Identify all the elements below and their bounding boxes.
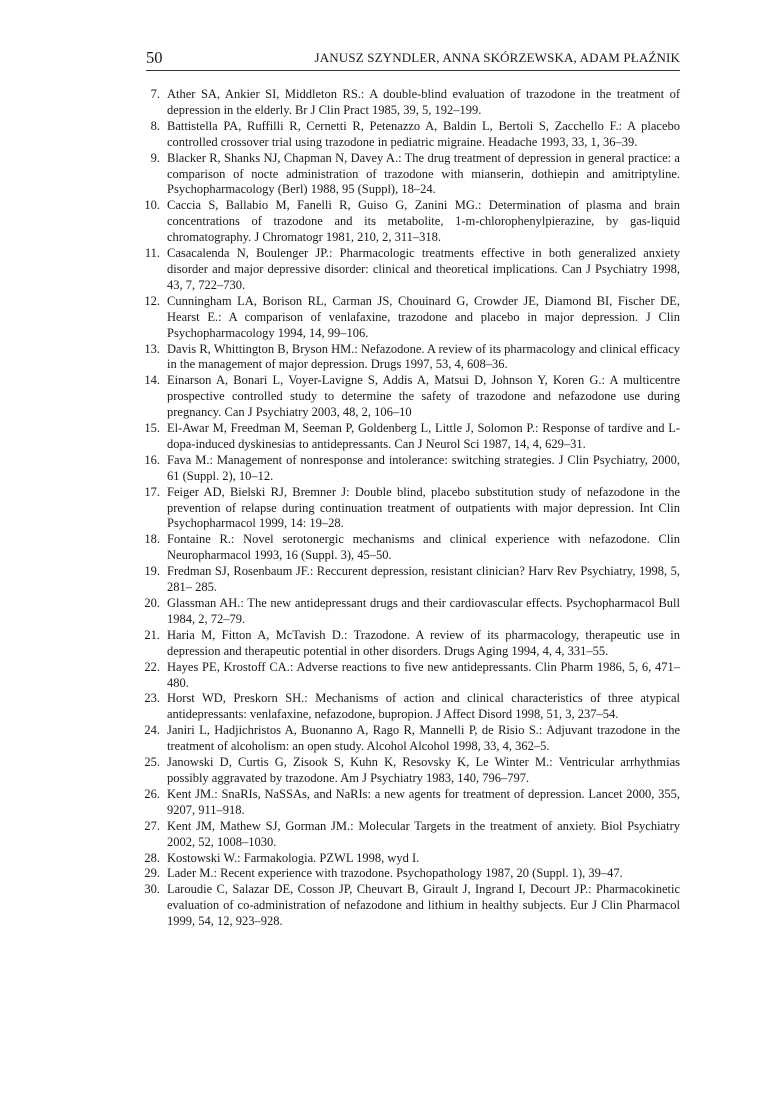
reference-item xyxy=(132,87,680,119)
reference-number: 11. xyxy=(144,246,160,261)
reference-number: 17. xyxy=(144,484,160,499)
reference-number: 16. xyxy=(144,452,160,467)
reference-text: Kent JM, Mathew SJ, Gorman JM.: Molecular Targets in the treatment of anxiety. Biol Psychiatry 2002, 52, 1008–1030. xyxy=(167,818,680,849)
reference-number: 23. xyxy=(144,691,160,706)
reference-text: Casacalenda N, Boulenger JP.: Pharmacologic treatments effective in both generalized anxiety disorder and major depressive disorder: clinical and theoretical implications. Can J Psychiatry 1998, 43, 7, 722–730. xyxy=(167,246,680,292)
reference-text: Hayes PE, Krostoff CA.: Adverse reactions to five new antidepressants. Clin Pharm 1986, 5, 6, 471–480. xyxy=(167,659,680,690)
reference-number: 9. xyxy=(150,150,160,165)
reference-number: 15. xyxy=(144,421,160,436)
reference-item xyxy=(132,787,680,819)
reference-item xyxy=(132,119,680,151)
reference-number: 12. xyxy=(144,293,160,308)
reference-text: Fava M.: Management of nonresponse and intolerance: switching strategies. J Clin Psychiatry, 2000, 61 (Suppl. 2), 10–12. xyxy=(167,452,680,483)
reference-number: 30. xyxy=(144,882,160,897)
reference-number: 27. xyxy=(144,818,160,833)
reference-text: Davis R, Whittington B, Bryson HM.: Nefazodone. A review of its pharmacology and clinical efficacy in the management of major depression. Drugs 1997, 53, 4, 608–36. xyxy=(167,341,680,372)
reference-number: 13. xyxy=(144,341,160,356)
reference-item xyxy=(132,882,680,930)
reference-text: Caccia S, Ballabio M, Fanelli R, Guiso G, Zanini MG.: Determination of plasma and brain concentrations of trazodone and its metabolite, 1-m-chlorophenylpierazine, by gas-liquid chromatography. J Chromatogr 1981, 210, 2, 311–318. xyxy=(167,198,680,245)
reference-item xyxy=(132,691,680,723)
reference-item xyxy=(132,151,680,199)
reference-item xyxy=(132,866,680,882)
reference-number: 21. xyxy=(144,627,160,642)
page-number: 50 xyxy=(146,48,163,67)
reference-text: Horst WD, Preskorn SH.: Mechanisms of action and clinical characteristics of three atypical antidepressants: venlafaxine, nefazodone, bupropion. J Affect Disord 1998, 51, 3, 237–54. xyxy=(167,691,680,722)
reference-number: 26. xyxy=(144,786,160,801)
reference-item xyxy=(132,851,680,867)
reference-text: Blacker R, Shanks NJ, Chapman N, Davey A.: The drug treatment of depression in general practice: a comparison of nocte administration of trazodone with mianserin, dothiepin and amitriptyline. Psychopharmacology (Berl) 1988, 95 (Suppl), 18–24. xyxy=(167,150,680,197)
header-rule xyxy=(146,70,680,71)
reference-item xyxy=(132,723,680,755)
reference-text: Janowski D, Curtis G, Zisook S, Kuhn K, Resovsky K, Le Winter M.: Ventricular arrhythmias possibly aggravated by trazodone. Am J Psychiatry 1983, 140, 796–797. xyxy=(167,755,680,785)
reference-item xyxy=(132,596,680,628)
reference-number: 29. xyxy=(144,866,160,881)
reference-number: 20. xyxy=(144,596,160,610)
reference-text: Fredman SJ, Rosenbaum JF.: Reccurent depression, resistant clinician? Harv Rev Psychiatry, 1998, 5, 281– 285. xyxy=(167,564,680,595)
reference-text: Kent JM.: SnaRIs, NaSSAs, and NaRIs: a new agents for treatment of depression. Lancet 2000, 355, 9207, 911–918. xyxy=(167,786,680,817)
reference-item xyxy=(132,755,680,787)
reference-number: 24. xyxy=(144,723,160,738)
reference-number: 22. xyxy=(144,659,160,674)
page-header xyxy=(146,48,680,68)
reference-text: El-Awar M, Freedman M, Seeman P, Goldenberg L, Little J, Solomon P.: Response of tardive and L-dopa-induced dyskinesias to antidepressants. Can J Neurol Sci 1987, 14, 4, 629–31. xyxy=(167,421,680,451)
reference-text: Cunningham LA, Borison RL, Carman JS, Chouinard G, Crowder JE, Diamond BI, Fischer DE, Hearst E.: A comparison of venlafaxine, trazodone and placebo in major depression. J Clin Psychopharmacology 1994, 14, 99–106. xyxy=(167,293,680,340)
reference-number: 18. xyxy=(144,532,160,547)
reference-text: Laroudie C, Salazar DE, Cosson JP, Cheuvart B, Girault J, Ingrand I, Decourt JP.: Pharmacokinetic evaluation of co-administration of nefazodone and lithium in healthy subjects. Eur J Clin Pharmacol 1999, 54, 12, 923–928. xyxy=(167,882,680,929)
reference-item xyxy=(132,532,680,564)
reference-text: Feiger AD, Bielski RJ, Bremner J: Double blind, placebo substitution study of nefazodone in the prevention of relapse during continuation treatment of outpatients with major depression. Int Clin Psychopharmacol 1999, 14: 19–28. xyxy=(167,484,680,531)
reference-text: Kostowski W.: Farmakologia. PZWL 1998, wyd I. xyxy=(167,850,420,865)
reference-text: Janiri L, Hadjichristos A, Buonanno A, Rago R, Mannelli P, de Risio S.: Adjuvant trazodone in the treatment of alcoholism: an open study. Alcohol Alcohol 1998, 33, 4, 362–5. xyxy=(167,723,680,754)
reference-item xyxy=(132,485,680,533)
reference-item xyxy=(132,342,680,374)
reference-text: Fontaine R.: Novel serotonergic mechanisms and clinical experience with nefazodone. Clin Neuropharmacol 1993, 16 (Suppl. 3), 45–50. xyxy=(167,532,680,563)
reference-item xyxy=(132,294,680,342)
reference-text: Glassman AH.: The new antidepressant drugs and their cardiovascular effects. Psychopharmacol Bull 1984, 2, 72–79. xyxy=(167,596,680,626)
reference-item xyxy=(132,628,680,660)
reference-item xyxy=(132,421,680,453)
reference-text: Lader M.: Recent experience with trazodone. Psychopathology 1987, 20 (Suppl. 1), 39–47. xyxy=(167,866,623,881)
reference-text: Einarson A, Bonari L, Voyer-Lavigne S, Addis A, Matsui D, Johnson Y, Koren G.: A multicentre prospective controlled study to determine the safety of trazodone and nefazodone use during pregnancy. Can J Psychiatry 2003, 48, 2, 106–10 xyxy=(167,373,680,420)
reference-item xyxy=(132,198,680,246)
reference-item xyxy=(132,373,680,421)
reference-number: 19. xyxy=(144,564,160,579)
reference-number: 10. xyxy=(144,198,160,213)
reference-item xyxy=(132,660,680,692)
reference-text: Ather SA, Ankier SI, Middleton RS.: A double-blind evaluation of trazodone in the treatment of depression in the elderly. Br J Clin Pract 1985, 39, 5, 192–199. xyxy=(167,87,680,117)
reference-number: 8. xyxy=(150,118,160,133)
running-head: JANUSZ SZYNDLER, ANNA SKÓRZEWSKA, ADAM PŁAŹNIK xyxy=(314,50,680,65)
reference-item xyxy=(132,453,680,485)
reference-number: 14. xyxy=(144,373,160,388)
reference-text: Battistella PA, Ruffilli R, Cernetti R, Petenazzo A, Baldin L, Bertoli S, Zacchello F.: A placebo controlled crossover trial using trazodone in pediatric migraine. Headache 1993, 33, 1, 36–39. xyxy=(167,118,680,149)
reference-item xyxy=(132,819,680,851)
reference-number: 7. xyxy=(150,87,160,101)
reference-number: 28. xyxy=(144,850,160,865)
reference-list xyxy=(132,87,680,930)
reference-number: 25. xyxy=(144,755,160,770)
reference-item xyxy=(132,564,680,596)
reference-item xyxy=(132,246,680,294)
reference-text: Haria M, Fitton A, McTavish D.: Trazodone. A review of its pharmacology, therapeutic use in depression and therapeutic potential in other disorders. Drugs Aging 1994, 4, 4, 331–55. xyxy=(167,627,680,658)
